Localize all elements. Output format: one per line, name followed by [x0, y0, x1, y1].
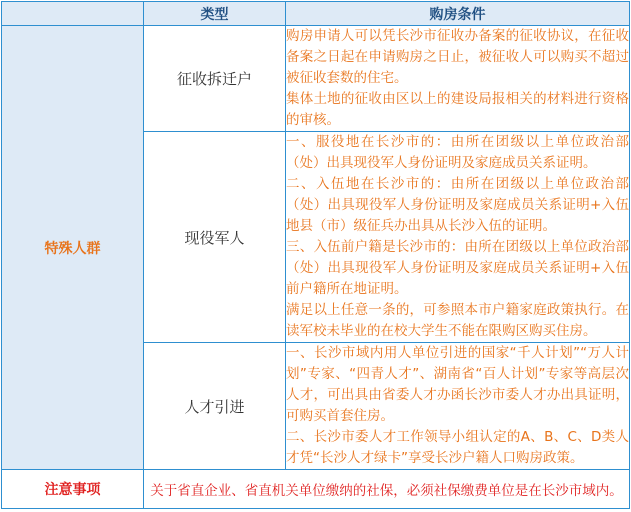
category-special-groups: 特殊人群	[2, 26, 144, 470]
header-cell-blank	[2, 2, 144, 26]
note-label: 注意事项	[2, 470, 144, 509]
condition-talent-introduction	[286, 343, 630, 470]
type-talent-introduction: 人才引进	[144, 343, 286, 470]
condition-line: 一、长沙市域内用人单位引进的国家“千人计划”“万人计划”专家、“四青人才”、湖南省“百人计划”专家等高层次人才，可出具由省委人才办函长沙市委人才办出具证明，可购买首套住房。	[286, 345, 629, 424]
condition-line: 集体土地的征收由区以上的建设局报相关的材料进行资格的审核。	[286, 91, 629, 128]
note-row	[2, 470, 630, 509]
type-expropriated-household: 征收拆迁户	[144, 26, 286, 132]
condition-line: 购房申请人可以凭长沙市征收办备案的征收协议，在征收备案之日起在申请购房之日止，被征收人可以购买不超过被征收套数的住宅。	[286, 28, 629, 86]
header-condition: 购房条件	[286, 2, 630, 26]
condition-line: 三、入伍前户籍是长沙市的：由所在团级以上单位政治部（处）出具现役军人身份证明及家庭成员关系证明+入伍前户籍所在地证明。	[286, 239, 629, 297]
note-text: 关于省直企业、省直机关单位缴纳的社保，必须社保缴费单位是在长沙市域内。	[144, 470, 630, 509]
condition-line: 一、服役地在长沙市的：由所在团级以上单位政治部（处）出具现役军人身份证明及家庭成员关系证明。	[286, 134, 629, 171]
type-active-military: 现役军人	[144, 132, 286, 343]
table-row	[2, 26, 630, 132]
condition-line: 二、入伍地在长沙市的：由所在团级以上单位政治部（处）出具现役军人身份证明及家庭成员关系证明+入伍地县（市）级征兵办出具从长沙入伍的证明。	[286, 176, 629, 234]
header-row	[2, 2, 630, 26]
condition-line: 满足以上任意一条的，可参照本市户籍家庭政策执行。在读军校未毕业的在校大学生不能在限购区购买住房。	[286, 302, 629, 339]
header-type: 类型	[144, 2, 286, 26]
housing-policy-table	[1, 1, 630, 509]
condition-expropriated-household	[286, 26, 630, 132]
condition-active-military	[286, 132, 630, 343]
condition-line: 二、长沙市委人才工作领导小组认定的A、B、C、D类人才凭“长沙人才绿卡”享受长沙户籍人口购房政策。	[286, 429, 629, 466]
